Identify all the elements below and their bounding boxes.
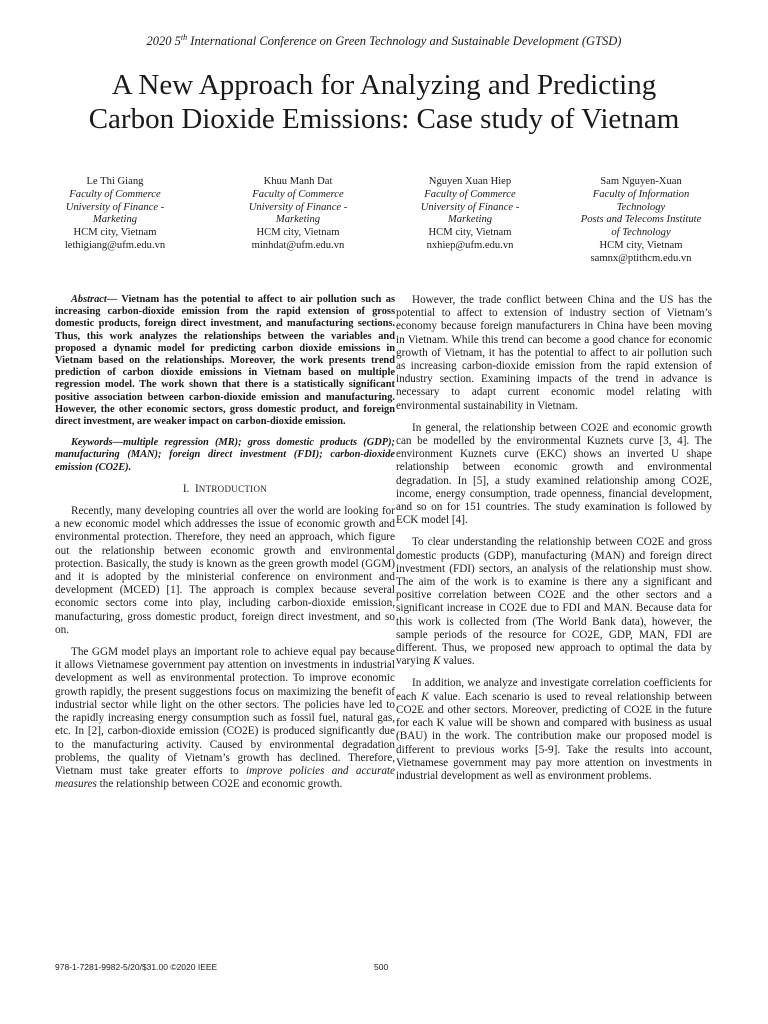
footer-isbn: 978-1-7281-9982-5/20/$31.00 ©2020 IEEE: [55, 962, 218, 972]
author-email[interactable]: lethigiang@ufm.edu.vn: [64, 239, 166, 251]
page-number: 500: [374, 962, 389, 972]
title-line-2: Carbon Dioxide Emissions: Case study of Vietnam: [88, 103, 680, 135]
left-column: [55, 294, 395, 800]
title-line-1: A New Approach for Analyzing and Predicting: [111, 69, 657, 101]
keywords: Keywords—multiple regression (MR); gross domestic products (GDP); manufacturing (MAN); foreign direct investment (FDI); carbon-dioxide emission (CO2E).: [55, 437, 395, 473]
section-heading-introduction: I. INTRODUCTION: [182, 482, 268, 495]
author-3: Nguyen Xuan Hiep Faculty of Commerce University of Finance - Marketing HCM city, Vietnam nxhiep@ufm.edu.vn: [390, 176, 550, 253]
author-2: Khuu Manh Dat Faculty of Commerce University of Finance - Marketing HCM city, Vietnam minhdat@ufm.edu.vn: [218, 176, 378, 253]
body-paragraph: However, the trade conflict between China and the US has the potential to affect to extension of industry section of Vietnam’s economy because foreign manufacturers in China have been moving in Vietnam. While this trend can become a good chance for economic growth of Vietnam, it has the potential to affect to air pollution such as increasing carbon-dioxide emission from the rapid extension of industry section. Examining impacts of the trend in advance is necessary to adapt current economic model relating with environmental sustainability in Vietnam.: [396, 294, 712, 412]
body-paragraph: In addition, we analyze and investigate correlation coefficients for each K value. Each scenario is used to reveal relationship between CO2E and other sectors. Moreover, predicting of CO2E in the future for each K value will be shown and compared with business as usual (BAU) in the work. The contribution make our proposed model is different to previous works [5-9]. Take the results into account, Vietnamese government may pay more attention on investments in industrial development as well as environment problems.: [396, 677, 712, 782]
body-paragraph: The GGM model plays an important role to achieve equal pay because it allows Vietnamese government pay attention on investments in industrial development as well as environmental protection. To improve economic growth rapidly, the present suggestions focus on maximizing the benefit of industrial sector while light on the other sectors. The policies have led to the rapidly increasing energy consumption such as fossil fuel, natural gas, etc. In [2], carbon-dioxide emission (CO2E) is produced significantly due to the manufacturing activity. Caused by environmental degradation problems, the quality of Vietnam’s growth has declined. Therefore, Vietnam must take greater efforts to improve policies and accurate measures the relationship between CO2E and economic growth.: [55, 646, 395, 791]
body-paragraph: In general, the relationship between CO2E and economic growth can be modelled by the environmental Kuznets curve [3, 4]. The environment Kuznets curve (EKC) shows an inverted U shape relationship between economic growth and environmental degradation. In [5], a study examined relationship among CO2E, income, energy consumption, trade openness, financial development, and so on for 151 countries. The study examination is followed by ECK model [4].: [396, 421, 712, 527]
body-paragraph: To clear understanding the relationship between CO2E and gross domestic products (GDP), manufacturing (MAN) and foreign direct investment (FDI) sectors, an analysis of the relationship must show. The aim of the work is to examine is there any a significant and positive correlation between CO2E and the other sectors and a significant increase in CO2E due to FDI and MAN. Because data for this work is collected from (The World Bank data), however, the sample periods of the resource for CO2E, GDP, MAN, FDI are different. Thus, we proposed new approach to optimal the data by varying K values.: [396, 536, 712, 668]
author-block: [0, 176, 768, 286]
author-email[interactable]: minhdat@ufm.edu.vn: [251, 239, 345, 251]
author-4: Sam Nguyen-Xuan Faculty of Information Technology Posts and Telecoms Institute of Technology HCM city, Vietnam samnx@ptithcm.edu.vn: [561, 176, 721, 266]
right-column: [396, 294, 712, 792]
author-email[interactable]: nxhiep@ufm.edu.vn: [426, 239, 514, 251]
body-paragraph: Recently, many developing countries all over the world are looking for a new economic model which addresses the issue of economic growth and environmental protection. Therefore, they need an approach, which figure out the relationship between economic growth and environmental protection. Basically, the study is known as the green growth model (GGM) and it is adopted by the ministerial conference on environment and development (MCED) [1]. The approach is complex because several economic sectors come into play, including carbon-dioxide emission, manufacturing, gross domestic product, foreign direct investment, and so on.: [55, 505, 395, 636]
conference-header: 2020 5th International Conference on Green Technology and Sustainable Development (GTSD): [146, 33, 622, 49]
abstract: Abstract— Vietnam has the potential to affect to air pollution such as increasing carbon-dioxide emission from the rapid extension of gross domestic products, foreign direct investment, and manufacturing sections. Thus, this work analyzes the relationships between the variables and proposed a dynamic model for predicting carbon dioxide emissions in Vietnam based on the relationships. Moreover, the work presents trend prediction of carbon dioxide emissions in Vietnam based on multiple regression model. The work shown that there is a statistically significant positive association between carbon-dioxide emission and manufacturing. However, the other economic sectors, gross domestic product, and foreign direct investment, are weaker impact on carbon-dioxide emission.: [55, 294, 395, 428]
author-1: Le Thi Giang Faculty of Commerce University of Finance - Marketing HCM city, Vietnam lethigiang@ufm.edu.vn: [35, 176, 195, 253]
paper-title: [30, 68, 738, 136]
author-email[interactable]: samnx@ptithcm.edu.vn: [590, 252, 692, 264]
